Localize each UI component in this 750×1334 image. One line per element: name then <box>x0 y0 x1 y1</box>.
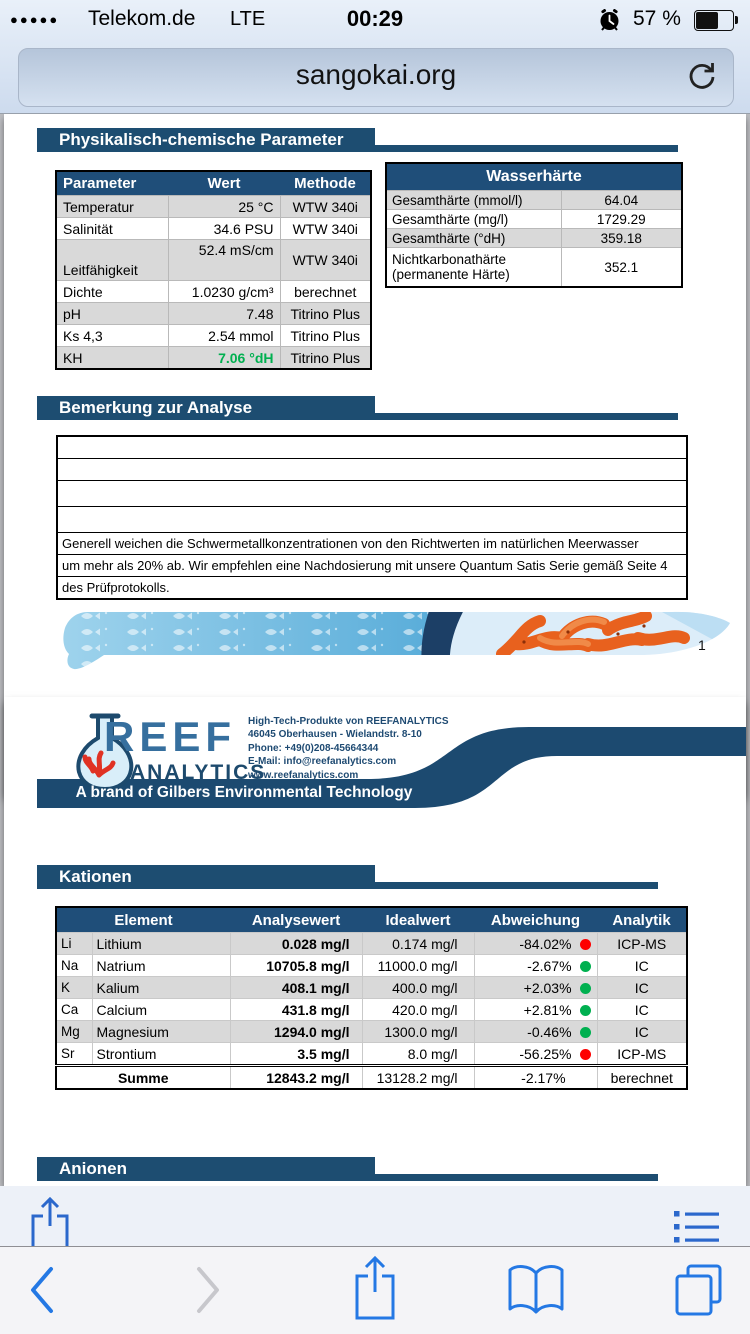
table-row <box>56 1043 687 1066</box>
table-row <box>56 325 371 347</box>
share-icon[interactable] <box>352 1254 398 1329</box>
status-dot <box>580 1005 591 1016</box>
analysewert-value: 10705.8 mg/l <box>230 955 362 977</box>
table-row <box>56 999 687 1021</box>
param-value-kh: 7.06 °dH <box>168 347 280 370</box>
remark-line: des Prüfprotokolls. <box>57 577 687 600</box>
param-name: Temperatur <box>56 196 168 218</box>
company-contact-block <box>248 715 449 782</box>
pdf-page-1 <box>4 114 746 796</box>
element-symbol: Li <box>56 933 92 955</box>
hardness-label: Nichtkarbonathärte (permanente Härte) <box>386 248 561 288</box>
contact-line: High-Tech-Produkte von REEFANALYTICS <box>248 716 449 727</box>
hardness-header-row <box>386 163 682 191</box>
hardness-value: 352.1 <box>561 248 682 288</box>
param-value: 25 °C <box>168 196 280 218</box>
col-header-analytik: Analytik <box>597 907 687 933</box>
param-method: WTW 340i <box>280 240 371 281</box>
element-symbol: Na <box>56 955 92 977</box>
analytik-method: IC <box>597 977 687 999</box>
address-bar[interactable] <box>18 48 734 107</box>
param-name: KH <box>56 347 168 370</box>
alarm-clock-icon <box>598 9 621 37</box>
param-value: 2.54 mmol <box>168 325 280 347</box>
param-header-row <box>56 171 371 196</box>
status-dot <box>580 1027 591 1038</box>
table-row <box>386 210 682 229</box>
deviation-value: +2.03% <box>523 979 572 996</box>
idealwert-value: 1300.0 mg/l <box>362 1021 474 1043</box>
hardness-value: 359.18 <box>561 229 682 248</box>
pdf-viewer-toolbar <box>0 1186 750 1247</box>
element-symbol: Sr <box>56 1043 92 1066</box>
battery-percent-label: 57 % <box>633 7 681 30</box>
table-row <box>56 303 371 325</box>
status-bar <box>0 0 750 40</box>
pdf-scroll-area[interactable] <box>0 114 750 1186</box>
param-method: WTW 340i <box>280 218 371 240</box>
param-method: WTW 340i <box>280 196 371 218</box>
element-symbol: Ca <box>56 999 92 1021</box>
deviation-cell <box>474 1043 597 1066</box>
table-row <box>57 577 687 600</box>
param-table <box>55 170 372 370</box>
idealwert-value: 420.0 mg/l <box>362 999 474 1021</box>
idealwert-value: 8.0 mg/l <box>362 1043 474 1066</box>
status-dot <box>580 983 591 994</box>
hardness-title: Wasserhärte <box>386 163 682 191</box>
table-row <box>57 459 687 481</box>
analytik-method: IC <box>597 999 687 1021</box>
deviation-cell <box>474 1021 597 1043</box>
element-name: Strontium <box>92 1043 230 1066</box>
param-name: Ks 4,3 <box>56 325 168 347</box>
contact-line: E-Mail: info@reefanalytics.com <box>248 756 397 768</box>
remark-line: Generell weichen die Schwermetallkonzentrationen von den Richtwerten im natürlichen Meerwasser <box>57 533 687 555</box>
remark-line <box>57 481 687 507</box>
analytik-method: ICP-MS <box>597 1043 687 1066</box>
summe-label: Summe <box>56 1066 230 1090</box>
param-value: 52.4 mS/cm <box>168 240 280 281</box>
param-name: Leitfähigkeit <box>56 240 168 281</box>
kationen-header-row <box>56 907 687 933</box>
table-row <box>56 240 371 281</box>
footer-ocean-banner <box>32 608 732 674</box>
url-text[interactable]: sangokai.org <box>295 59 457 90</box>
forward-button[interactable] <box>194 1265 222 1320</box>
section-header-tail <box>353 882 658 889</box>
status-dot <box>580 939 591 950</box>
summe-idealwert: 13128.2 mg/l <box>362 1066 474 1090</box>
deviation-cell <box>474 955 597 977</box>
analytik-method: ICP-MS <box>597 933 687 955</box>
deviation-value: +2.81% <box>523 1001 572 1018</box>
pdf-page-2 <box>4 697 746 1186</box>
param-method: Titrino Plus <box>280 303 371 325</box>
deviation-value: -84.02% <box>519 935 572 952</box>
kationen-table <box>55 906 688 1090</box>
analytik-method: IC <box>597 1021 687 1043</box>
table-row <box>57 555 687 577</box>
deviation-value: -0.46% <box>527 1023 572 1040</box>
element-name: Calcium <box>92 999 230 1021</box>
section-header-tail <box>353 145 678 152</box>
col-header-element: Element <box>56 907 230 933</box>
carrier-label: Telekom.de <box>88 7 196 30</box>
remark-line <box>57 436 687 459</box>
element-name: Natrium <box>92 955 230 977</box>
hardness-label: Gesamthärte (°dH) <box>386 229 561 248</box>
col-header-parameter: Parameter <box>56 171 168 196</box>
element-symbol: Mg <box>56 1021 92 1043</box>
col-header-idealwert: Idealwert <box>362 907 474 933</box>
back-button[interactable] <box>28 1265 56 1320</box>
section-header-tail <box>353 1174 658 1181</box>
page-number: 1 <box>698 637 706 653</box>
contact-line: Phone: +49(0)208-45664344 <box>248 742 379 754</box>
section-header-physchem: Physikalisch-chemische Parameter <box>37 128 375 152</box>
param-name: Dichte <box>56 281 168 303</box>
hardness-label: Gesamthärte (mg/l) <box>386 210 561 229</box>
deviation-cell <box>474 977 597 999</box>
remark-line <box>57 507 687 533</box>
summe-abweichung: -2.17% <box>474 1066 597 1090</box>
deviation-value: -2.67% <box>527 957 572 974</box>
hardness-table <box>385 162 683 288</box>
idealwert-value: 11000.0 mg/l <box>362 955 474 977</box>
col-header-analysewert: Analysewert <box>230 907 362 933</box>
table-row <box>386 248 682 288</box>
logo-brand-top: REEF <box>104 713 237 760</box>
param-value: 7.48 <box>168 303 280 325</box>
summe-analytik: berechnet <box>597 1066 687 1090</box>
hardness-label: Gesamthärte (mmol/l) <box>386 191 561 210</box>
tabs-icon[interactable] <box>674 1263 724 1322</box>
clock-label: 00:29 <box>346 6 404 31</box>
param-name: pH <box>56 303 168 325</box>
table-row <box>56 977 687 999</box>
table-row <box>57 533 687 555</box>
table-row <box>56 218 371 240</box>
brand-tagline: A brand of Gilbers Environmental Technology <box>75 784 413 801</box>
table-row <box>56 933 687 955</box>
safari-top-chrome <box>0 0 750 114</box>
param-method: Titrino Plus <box>280 325 371 347</box>
hardness-value: 64.04 <box>561 191 682 210</box>
remark-table <box>56 435 688 600</box>
deviation-cell <box>474 933 597 955</box>
contact-line: www.reefanalytics.com <box>248 769 359 781</box>
table-row <box>56 347 371 370</box>
analysewert-value: 0.028 mg/l <box>230 933 362 955</box>
table-row <box>57 481 687 507</box>
table-of-contents-icon[interactable] <box>674 1210 720 1247</box>
signal-strength-icon: ●●●●● <box>10 12 60 27</box>
table-row <box>57 436 687 459</box>
analytik-method: IC <box>597 955 687 977</box>
share-icon[interactable] <box>28 1196 72 1247</box>
table-row <box>57 507 687 533</box>
idealwert-value: 400.0 mg/l <box>362 977 474 999</box>
table-row <box>56 1021 687 1043</box>
battery-icon <box>694 10 734 31</box>
logo-brand-bottom: ANALYTICS <box>130 761 267 784</box>
element-name: Magnesium <box>92 1021 230 1043</box>
table-row <box>56 196 371 218</box>
section-header-tail <box>353 413 678 420</box>
table-row <box>56 955 687 977</box>
remark-line: um mehr als 20% ab. Wir empfehlen eine Nachdosierung mit unsere Quantum Satis Serie gemäß Seite 4 <box>57 555 687 577</box>
hardness-value: 1729.29 <box>561 210 682 229</box>
param-value: 34.6 PSU <box>168 218 280 240</box>
table-row <box>386 229 682 248</box>
network-type-label: LTE <box>230 8 266 30</box>
element-name: Lithium <box>92 933 230 955</box>
param-method: berechnet <box>280 281 371 303</box>
col-header-methode: Methode <box>280 171 371 196</box>
analysewert-value: 431.8 mg/l <box>230 999 362 1021</box>
param-method: Titrino Plus <box>280 347 371 370</box>
summe-row <box>56 1066 687 1090</box>
section-header-bemerkung: Bemerkung zur Analyse <box>37 396 375 420</box>
analysewert-value: 3.5 mg/l <box>230 1043 362 1066</box>
deviation-value: -56.25% <box>519 1045 572 1062</box>
col-header-abweichung: Abweichung <box>474 907 597 933</box>
safari-bottom-toolbar <box>0 1247 750 1334</box>
section-header-kationen: Kationen <box>37 865 375 889</box>
deviation-cell <box>474 999 597 1021</box>
remark-line <box>57 459 687 481</box>
section-header-anionen: Anionen <box>37 1157 375 1181</box>
status-dot <box>580 961 591 972</box>
summe-analysewert: 12843.2 mg/l <box>230 1066 362 1090</box>
element-name: Kalium <box>92 977 230 999</box>
param-value: 1.0230 g/cm³ <box>168 281 280 303</box>
analysewert-value: 408.1 mg/l <box>230 977 362 999</box>
bookmarks-icon[interactable] <box>506 1263 566 1322</box>
analysewert-value: 1294.0 mg/l <box>230 1021 362 1043</box>
idealwert-value: 0.174 mg/l <box>362 933 474 955</box>
status-dot <box>580 1049 591 1060</box>
contact-line: 46045 Oberhausen - Wielandstr. 8-10 <box>248 729 422 741</box>
table-row <box>56 281 371 303</box>
col-header-wert: Wert <box>168 171 280 196</box>
table-row <box>386 191 682 210</box>
reload-icon[interactable] <box>685 60 719 94</box>
param-name: Salinität <box>56 218 168 240</box>
element-symbol: K <box>56 977 92 999</box>
